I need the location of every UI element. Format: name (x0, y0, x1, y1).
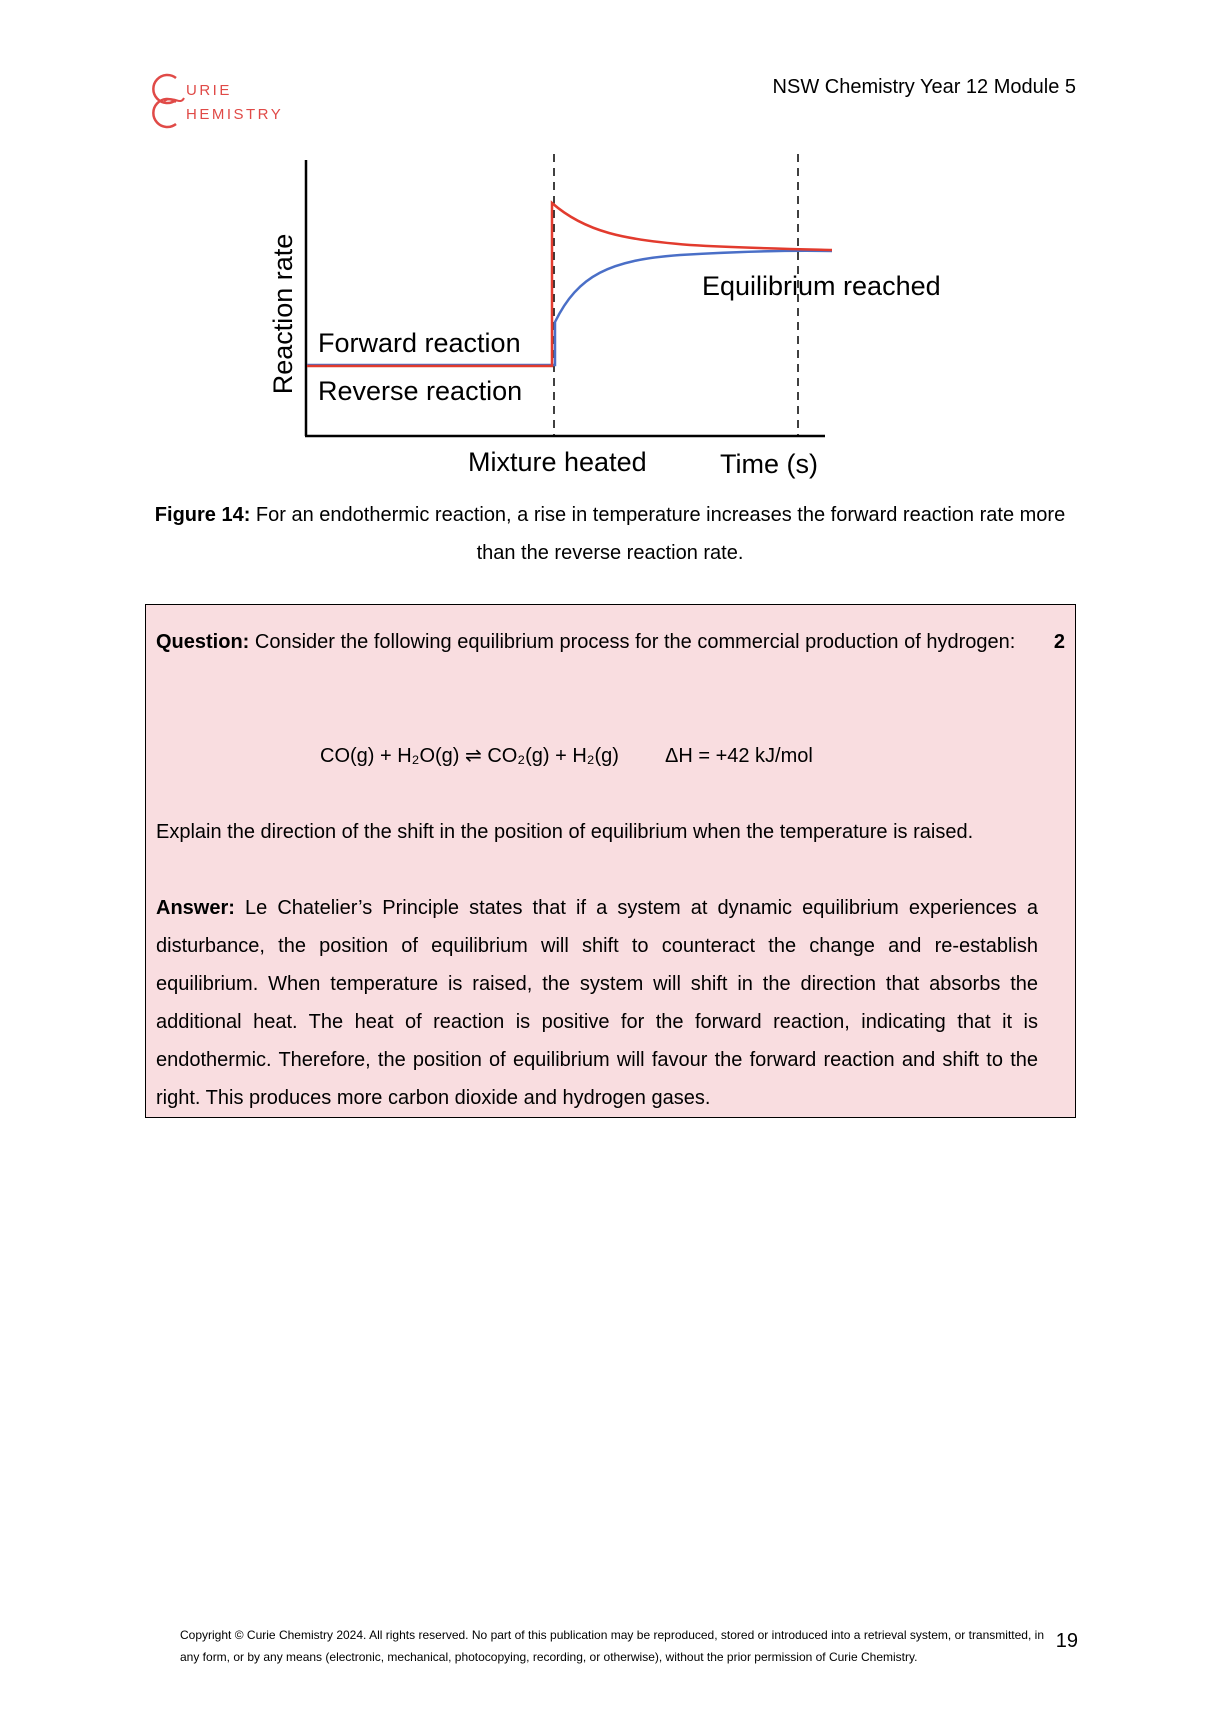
document-title: NSW Chemistry Year 12 Module 5 (772, 76, 1076, 98)
y-axis-label: Reaction rate (268, 233, 298, 395)
forward-reaction-label: Forward reaction (318, 328, 521, 358)
logo-text-line1: URIE (186, 82, 232, 99)
answer-text (156, 889, 1038, 1117)
question-label: Question: (156, 631, 250, 653)
reaction-rate-diagram (260, 150, 960, 490)
caption-label: Figure 14: (154, 504, 251, 526)
reaction-rate-figure (260, 150, 960, 490)
curie-chemistry-logo (146, 70, 286, 134)
answer-label: Answer: (156, 897, 235, 919)
equation-text: CO(g) + H₂O(g) ⇌ CO₂(g) + H₂(g) (320, 745, 619, 767)
logo-mark-icon (146, 70, 186, 132)
caption-text: For an endothermic reaction, a rise in temperature increases the forward reaction rate more than the reverse reaction rate. (250, 504, 1066, 564)
time-axis-label: Time (s) (720, 449, 818, 479)
copyright-notice: Copyright © Curie Chemistry 2024. All rights reserved. No part of this publication may be reproduced, stored or introduced into a retrieval system, or transmitted, in any form, or by any means (electronic, mechanical, photocopying, recording, or otherwise), without the prior permission of Curie Chemistry. (180, 1628, 1044, 1664)
equilibrium-reached-label: Equilibrium reached (702, 271, 941, 301)
answer-body: Le Chatelier’s Principle states that if a system at dynamic equilibrium experiences a disturbance, the position of equilibrium will shift to counteract the change and re-establish equilibrium. When temperature is raised, the system will shift in the direction that absorbs the additional heat. The heat of reaction is positive for the forward reaction, indicating that it is endothermic. Therefore, the position of equilibrium will favour the forward reaction and shift to the right. This produces more carbon dioxide and hydrogen gases. (156, 897, 1038, 1109)
page-number: 19 (1055, 1630, 1078, 1652)
reverse-reaction-label: Reverse reaction (318, 376, 523, 406)
question-marks: 2 (1053, 631, 1065, 653)
enthalpy-change: ΔH = +42 kJ/mol (664, 745, 813, 767)
explain-prompt: Explain the direction of the shift in the position of equilibrium when the temperature is raised. (156, 821, 974, 843)
chemical-equation (320, 737, 813, 775)
question-box (145, 604, 1076, 1118)
mixture-heated-label: Mixture heated (468, 447, 647, 477)
question-text (156, 623, 1038, 661)
logo-text-line2: HEMISTRY (186, 106, 284, 123)
figure-caption (140, 496, 1080, 572)
question-body: Consider the following equilibrium process for the commercial production of hydrogen: (249, 631, 1016, 653)
